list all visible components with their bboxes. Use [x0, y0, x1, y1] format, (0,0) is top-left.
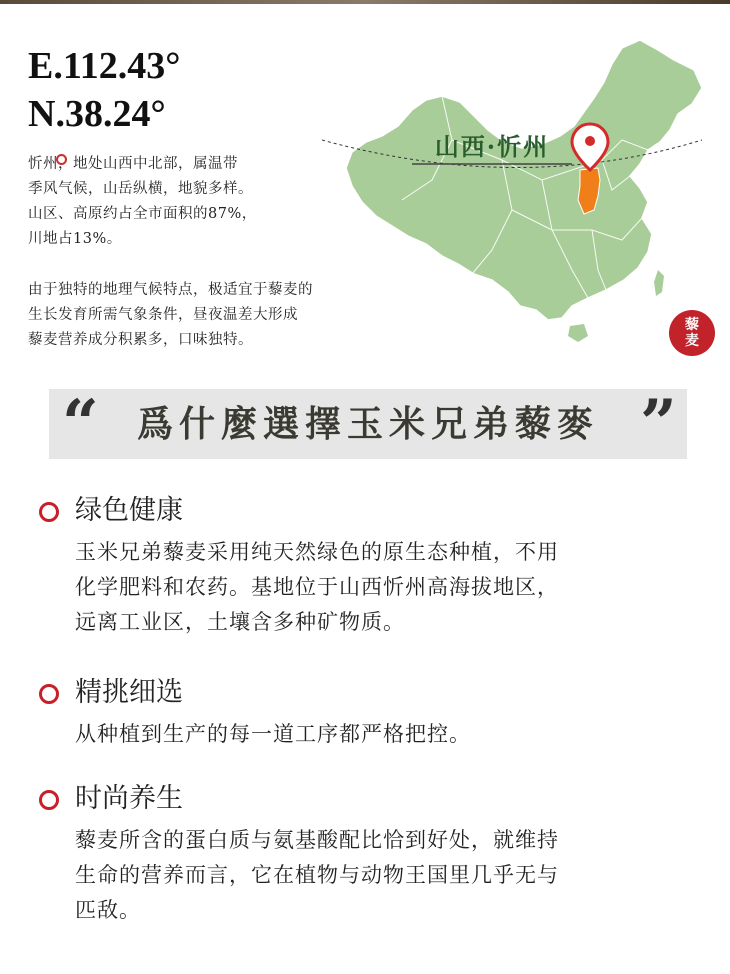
- bullet-circle-icon: [39, 684, 59, 704]
- bullet-circle-icon: [39, 790, 59, 810]
- feature-line: 玉米兄弟藜麦采用纯天然绿色的原生态种植，不用: [75, 540, 559, 564]
- latitude-text: N.38.24°: [28, 93, 166, 135]
- intro-paragraph-2: [28, 278, 313, 353]
- top-photo-strip: [0, 0, 730, 4]
- feature-line: 远离工业区，土壤含多种矿物质。: [75, 610, 405, 634]
- china-land-shape: [346, 40, 702, 320]
- banner-title: 爲什麼選擇玉米兄弟藜麥: [136, 403, 599, 445]
- feature-line: 藜麦所含的蛋白质与氨基酸配比恰到好处，就维持: [75, 828, 559, 852]
- intro-line: 生长发育所需气象条件，昼夜温差大形成: [28, 307, 298, 323]
- seal-char-2: 麦: [685, 333, 699, 349]
- intro-line: 藜麦营养成分积累多，口味独特。: [28, 332, 253, 348]
- feature-title: 精挑细选: [75, 677, 183, 708]
- section-banner: [49, 386, 687, 461]
- quinoa-seal-stamp: [669, 310, 715, 356]
- intro-line: 由于独特的地理气候特点，极适宜于藜麦的: [28, 282, 313, 298]
- feature-body: [75, 823, 559, 928]
- coordinates: [28, 42, 180, 138]
- longitude-text: E.112.43°: [28, 45, 181, 87]
- feature-line: 生命的营养而言，它在植物与动物王国里几乎无与: [75, 863, 559, 887]
- china-map: [322, 30, 722, 360]
- feature-body: [75, 717, 471, 752]
- hainan-island-shape: [568, 324, 588, 342]
- close-quote-mark: ”: [640, 386, 677, 461]
- feature-body: [75, 535, 559, 640]
- feature-title: 时尚养生: [75, 783, 183, 814]
- intro-line: 忻州，地处山西中北部，属温带: [28, 156, 238, 172]
- feature-line: 从种植到生产的每一道工序都严格把控。: [75, 722, 471, 746]
- bullet-circle-icon: [39, 502, 59, 522]
- feature-line: 匹敌。: [75, 898, 141, 922]
- feature-title: 绿色健康: [75, 495, 183, 526]
- taiwan-island-shape: [654, 270, 664, 296]
- location-dot-icon: [56, 154, 67, 165]
- intro-line: 川地占13%。: [28, 231, 122, 247]
- open-quote-mark: “: [62, 386, 99, 461]
- seal-char-1: 藜: [685, 317, 699, 333]
- feature-line: 化学肥料和农药。基地位于山西忻州高海拔地区，: [75, 575, 559, 599]
- intro-line: 山区、高原约占全市面积的87%，: [28, 206, 257, 222]
- intro-paragraph-1: [28, 152, 257, 252]
- location-label: 山西·忻州: [434, 132, 550, 161]
- intro-line: 季风气候，山岳纵横，地貌多样。: [28, 181, 253, 197]
